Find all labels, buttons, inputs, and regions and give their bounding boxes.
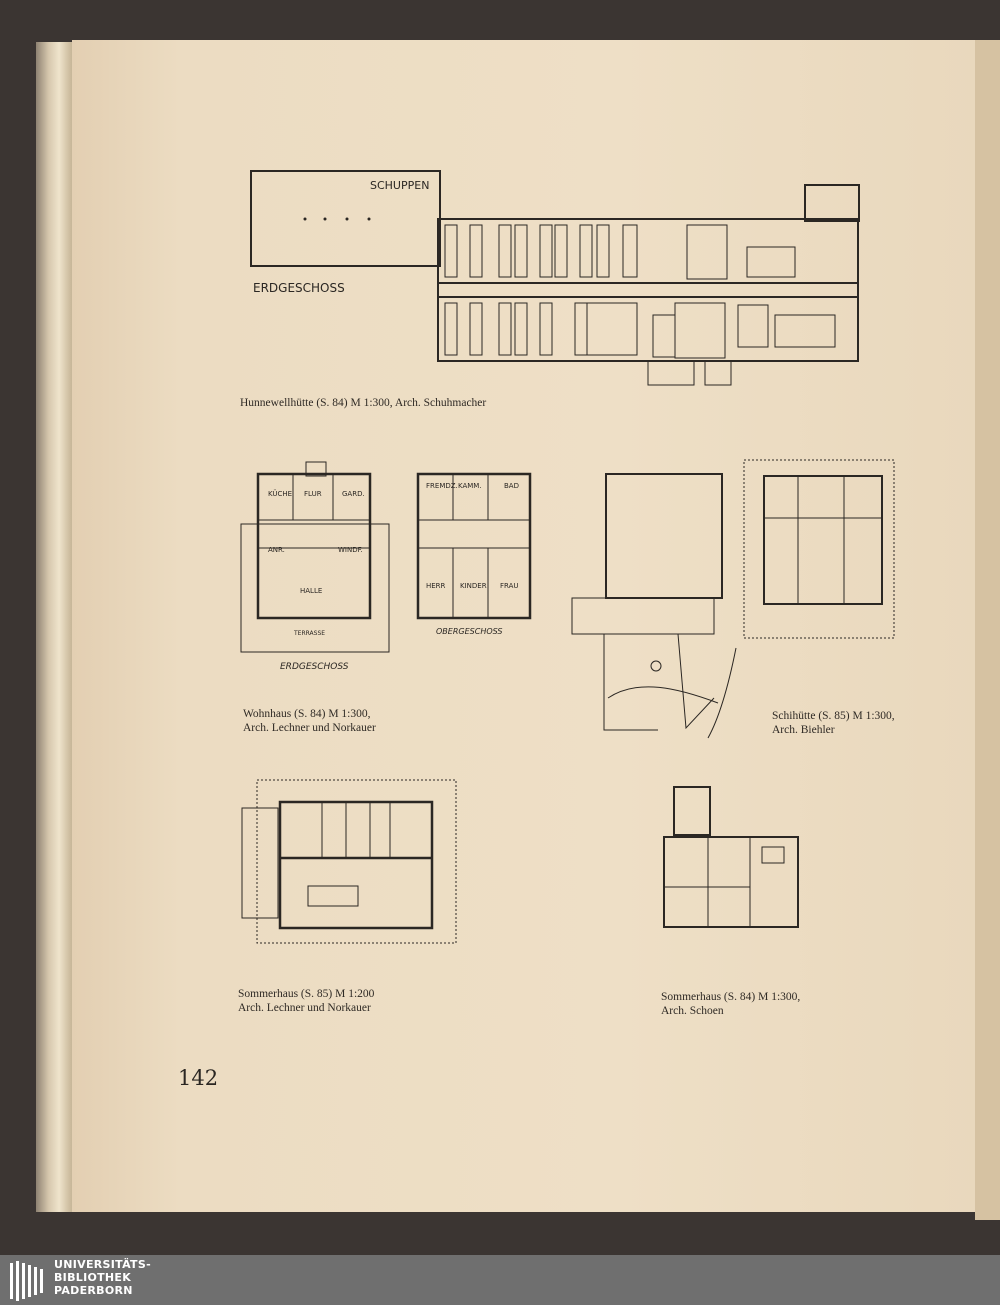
library-name-line2: BIBLIOTHEK xyxy=(54,1271,132,1284)
hunnewell-floorplan xyxy=(235,155,867,390)
label-frau: FRAU xyxy=(500,582,519,590)
label-bad: BAD xyxy=(504,482,519,490)
caption-sommerhaus-a xyxy=(238,987,374,1015)
label-kamm: KAMM. xyxy=(458,482,482,490)
caption-hunnewell: Hunnewellhütte (S. 84) M 1:300, Arch. Schuhmacher xyxy=(240,397,487,409)
library-name-line1: UNIVERSITÄTS- xyxy=(54,1258,151,1271)
label-gard: GARD. xyxy=(342,490,365,498)
label-anr: ANR. xyxy=(268,546,285,554)
sommerhaus-b-floorplan xyxy=(650,783,812,933)
sommerhaus-a-floorplan xyxy=(240,778,458,946)
label-terrasse: TERRASSE xyxy=(294,630,326,637)
label-erdgeschoss-wohnhaus: ERDGESCHOSS xyxy=(280,662,349,672)
schihuette-floorplans xyxy=(568,458,898,750)
caption-schihuette xyxy=(772,709,895,737)
caption-sommerhaus-b-line1: Sommerhaus (S. 84) M 1:300, xyxy=(661,991,801,1003)
library-logo-icon xyxy=(8,1259,48,1303)
library-name-line3: PADERBORN xyxy=(54,1284,133,1297)
label-erdgeschoss: ERDGESCHOSS xyxy=(253,281,345,295)
caption-sommerhaus-a-line2: Arch. Lechner und Norkauer xyxy=(238,1002,371,1014)
caption-wohnhaus-line2: Arch. Lechner und Norkauer xyxy=(243,722,376,734)
page-fold xyxy=(975,40,1000,1220)
label-flur: FLUR xyxy=(304,490,322,498)
label-halle: HALLE xyxy=(300,587,323,595)
label-kinder: KINDER xyxy=(460,582,487,590)
caption-wohnhaus xyxy=(243,707,376,735)
caption-schihuette-line1: Schihütte (S. 85) M 1:300, xyxy=(772,710,895,722)
label-herr: HERR xyxy=(426,582,446,590)
caption-sommerhaus-b-line2: Arch. Schoen xyxy=(661,1005,724,1017)
label-obergeschoss: OBERGESCHOSS xyxy=(436,627,503,636)
library-name xyxy=(54,1258,151,1297)
caption-sommerhaus-a-line1: Sommerhaus (S. 85) M 1:200 xyxy=(238,988,375,1000)
page-number: 142 xyxy=(178,1066,219,1090)
caption-wohnhaus-line1: Wohnhaus (S. 84) M 1:300, xyxy=(243,708,371,720)
label-windf: WINDF. xyxy=(338,546,363,554)
label-schuppen: SCHUPPEN xyxy=(370,179,430,192)
label-kueche: KÜCHE xyxy=(268,490,293,498)
label-fremdz: FREMDZ. xyxy=(426,482,458,490)
caption-schihuette-line2: Arch. Biehler xyxy=(772,724,835,736)
caption-sommerhaus-b xyxy=(661,990,800,1018)
wohnhaus-floorplans xyxy=(238,460,538,675)
